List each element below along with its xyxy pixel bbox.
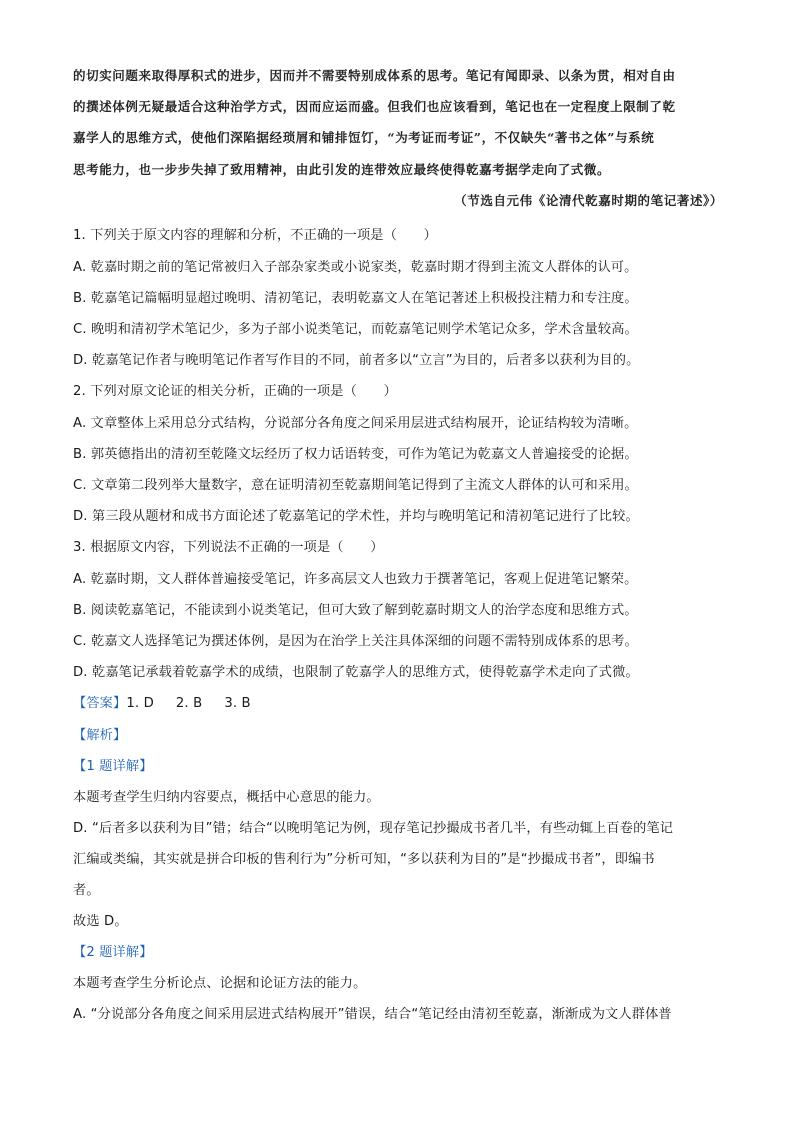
question-3-stem: 3. 根据原文内容，下列说法不正确的一项是（ ）	[73, 540, 384, 555]
question-3-option-c: C. 乾嘉文人选择笔记为撰述体例，是因为在治学上关注具体深细的问题不需特别成体系的思考。	[73, 634, 638, 649]
analysis-q1-line-2: D. “后者多以获利为目”错；结合“以晚明笔记为例，现存笔记抄撮成书者几半，有些动辄上百卷的笔记	[73, 821, 674, 836]
question-3-option-d: D. 乾嘉笔记承载着乾嘉学术的成绩，也限制了乾嘉学人的思维方式，使得乾嘉学术走向了式微。	[73, 665, 639, 680]
question-1-option-d: D. 乾嘉笔记作者与晚明笔记作者写作目的不同，前者多以“立言”为目的，后者多以获利为目的。	[73, 353, 640, 368]
question-1-option-c: C. 晚明和清初学术笔记少，多为子部小说类笔记，而乾嘉笔记则学术笔记众多，学术含量较高。	[73, 322, 638, 337]
passage-source: （节选自元伟《论清代乾嘉时期的笔记著述》）	[454, 193, 723, 208]
answer-item-3: 3. B	[224, 696, 251, 711]
answer-item-2: 2. B	[175, 696, 203, 711]
answer-line	[73, 692, 723, 711]
question-2-option-b: B. 郭英德指出的清初至乾隆文坛经历了权力话语转变，可作为笔记为乾嘉文人普遍接受的论据。	[73, 447, 638, 462]
passage-line-2: 的撰述体例无疑最适合这种治学方式，因而应运而盛。但我们也应该看到，笔记也在一定程度上限制了乾	[73, 99, 676, 114]
passage-line-1: 的切实问题来取得厚积式的进步，因而并不需要特别成体系的思考。笔记有闻即录、以条为贯，相对自由	[73, 68, 676, 83]
analysis-q1-line-5: 故选 D。	[73, 914, 128, 929]
question-2-option-c: C. 文章第二段列举大量数字，意在证明清初至乾嘉期间笔记得到了主流文人群体的认可和采用。	[73, 478, 638, 493]
question-2-stem: 2. 下列对原文论证的相关分析，正确的一项是（ ）	[73, 384, 397, 399]
analysis-q2-line-2: A. “分说部分各角度之间采用层进式结构展开”错误，结合“笔记经由清初至乾嘉，渐渐成为文人群体普	[73, 1007, 672, 1022]
answer-tag: 【答案】	[73, 696, 127, 711]
question-3-option-a: A. 乾嘉时期，文人群体普遍接受笔记，许多高层文人也致力于撰著笔记，客观上促进笔记繁荣。	[73, 572, 638, 587]
answer-item-1: 1. D	[126, 696, 154, 711]
analysis-q1-line-1: 本题考查学生归纳内容要点，概括中心意思的能力。	[73, 790, 380, 805]
question-3-option-b: B. 阅读乾嘉笔记，不能读到小说类笔记，但可大致了解到乾嘉时期文人的治学态度和思维方式。	[73, 603, 638, 618]
question-1-option-a: A. 乾嘉时期之前的笔记常被归入子部杂家类或小说家类，乾嘉时期才得到主流文人群体的认可。	[73, 260, 638, 275]
analysis-q1-line-4: 者。	[73, 883, 100, 898]
passage-line-4: 思考能力，也一步步失掉了致用精神，由此引发的连带效应最终使得乾嘉考据学走向了式微。	[73, 162, 611, 177]
analysis-q1-line-3: 汇编或类编，其实就是拼合印板的售利行为”分析可知，“多以获利为目的”是“抄撮成书者”，即编书	[73, 852, 655, 867]
analysis-q1-tag: 【1 题详解】	[73, 759, 153, 774]
analysis-q2-tag: 【2 题详解】	[73, 945, 153, 960]
question-1-option-b: B. 乾嘉笔记篇幅明显超过晚明、清初笔记，表明乾嘉文人在笔记著述上积极投注精力和专注度。	[73, 291, 638, 306]
question-1-stem: 1. 下列关于原文内容的理解和分析，不正确的一项是（ ）	[73, 228, 437, 243]
analysis-tag: 【解析】	[73, 728, 127, 743]
analysis-q2-line-1: 本题考查学生分析论点、论据和论证方法的能力。	[73, 976, 367, 991]
question-2-option-a: A. 文章整体上采用总分式结构，分说部分各角度之间采用层进式结构展开，论证结构较为清晰。	[73, 416, 638, 431]
question-2-option-d: D. 第三段从题材和成书方面论述了乾嘉笔记的学术性，并均与晚明笔记和清初笔记进行了比较。	[73, 509, 639, 524]
passage-line-3: 嘉学人的思维方式，使他们深陷据经琐屑和铺排饾饤，“为考证而考证”，不仅缺失“著书之体”与系统	[73, 130, 655, 145]
